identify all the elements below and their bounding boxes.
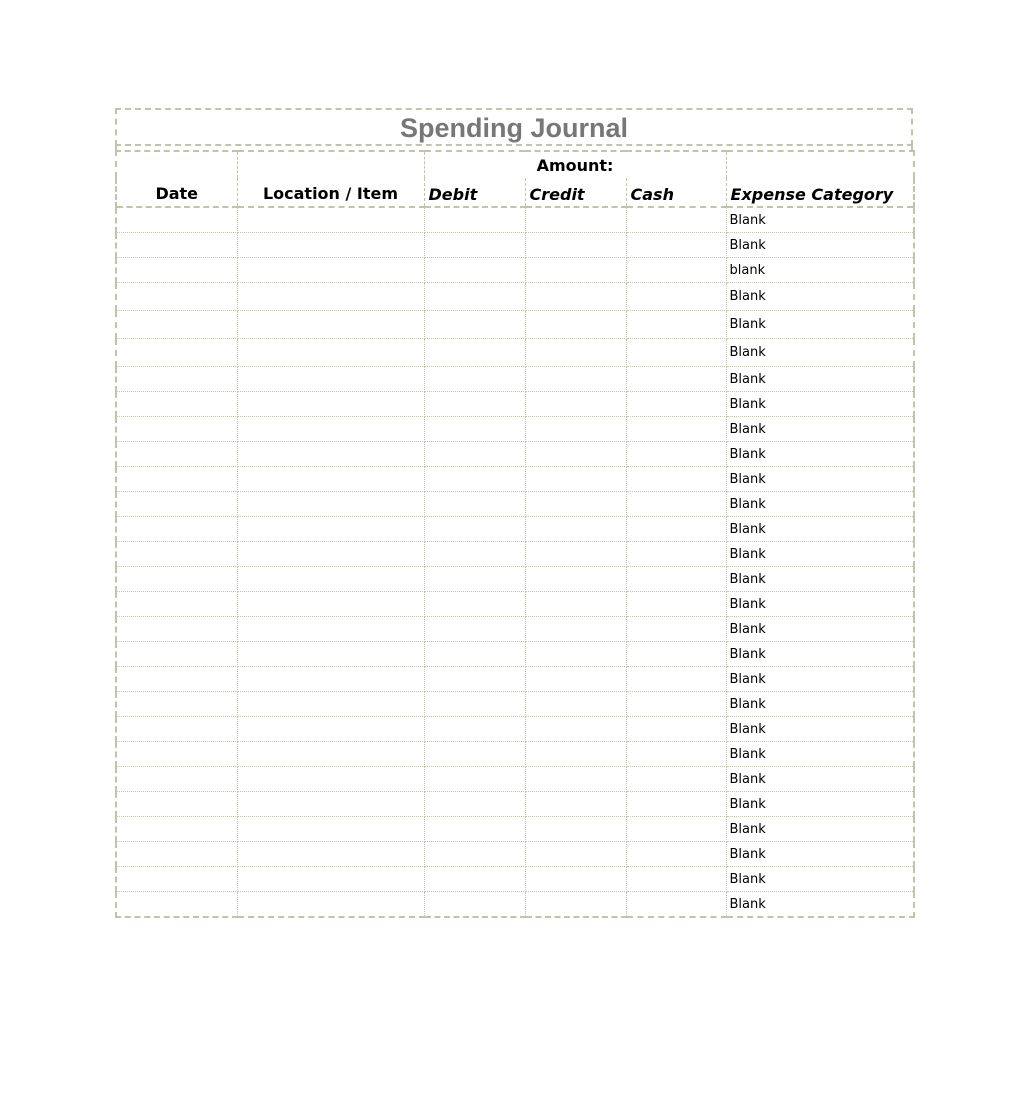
table-row [116,792,914,817]
credit-cell[interactable] [525,867,626,892]
credit-cell[interactable] [525,592,626,617]
credit-cell[interactable] [525,792,626,817]
journal-rows [116,207,914,917]
table-row [116,392,914,417]
expense-category-cell[interactable]: Blank [726,517,914,542]
expense-category-cell[interactable]: Blank [726,617,914,642]
location-item-cell[interactable] [237,767,424,792]
table-row [116,233,914,258]
date-cell[interactable] [116,742,237,767]
spending-journal-sheet [115,108,913,918]
table-row [116,767,914,792]
table-row [116,567,914,592]
table-row [116,442,914,467]
cash-cell[interactable] [626,467,726,492]
debit-cell[interactable] [424,667,525,692]
location-item-cell[interactable] [237,792,424,817]
location-item-cell[interactable] [237,417,424,442]
column-header-amount: Amount: [424,151,726,178]
date-cell[interactable] [116,867,237,892]
credit-cell[interactable] [525,442,626,467]
expense-category-cell[interactable]: Blank [726,817,914,842]
cash-cell[interactable] [626,311,726,339]
cash-cell[interactable] [626,767,726,792]
expense-category-cell[interactable]: Blank [726,742,914,767]
page-title: Spending Journal [399,113,628,143]
date-cell[interactable] [116,892,237,918]
location-item-cell[interactable] [237,442,424,467]
expense-category-cell[interactable]: Blank [726,417,914,442]
table-row [116,617,914,642]
date-cell[interactable] [116,339,237,367]
debit-cell[interactable] [424,467,525,492]
debit-cell[interactable] [424,617,525,642]
date-cell[interactable] [116,442,237,467]
debit-cell[interactable] [424,442,525,467]
date-cell[interactable] [116,417,237,442]
location-item-cell[interactable] [237,367,424,392]
column-header-cash: Cash [626,178,726,207]
debit-cell[interactable] [424,233,525,258]
date-cell[interactable] [116,258,237,283]
expense-category-cell[interactable]: Blank [726,311,914,339]
table-row [116,667,914,692]
location-item-cell[interactable] [237,392,424,417]
date-cell[interactable] [116,233,237,258]
journal-table [115,150,915,918]
table-row [116,592,914,617]
table-row [116,692,914,717]
cash-cell[interactable] [626,642,726,667]
expense-category-cell[interactable]: Blank [726,692,914,717]
column-header-credit: Credit [525,178,626,207]
column-header-date: Date [116,151,237,207]
expense-category-cell[interactable]: Blank [726,207,914,233]
expense-category-cell[interactable]: Blank [726,892,914,918]
debit-cell[interactable] [424,692,525,717]
date-cell[interactable] [116,667,237,692]
credit-cell[interactable] [525,367,626,392]
date-cell[interactable] [116,311,237,339]
debit-cell[interactable] [424,742,525,767]
table-row [116,283,914,311]
expense-category-cell[interactable]: Blank [726,492,914,517]
date-cell[interactable] [116,592,237,617]
date-cell[interactable] [116,392,237,417]
debit-cell[interactable] [424,367,525,392]
credit-cell[interactable] [525,339,626,367]
date-cell[interactable] [116,283,237,311]
cash-cell[interactable] [626,692,726,717]
debit-cell[interactable] [424,792,525,817]
cash-cell[interactable] [626,207,726,233]
expense-category-cell[interactable]: Blank [726,442,914,467]
cash-cell[interactable] [626,517,726,542]
location-item-cell[interactable] [237,842,424,867]
debit-cell[interactable] [424,892,525,918]
cash-cell[interactable] [626,233,726,258]
cash-cell[interactable] [626,567,726,592]
debit-cell[interactable] [424,567,525,592]
table-row [116,817,914,842]
debit-cell[interactable] [424,717,525,742]
credit-cell[interactable] [525,258,626,283]
cash-cell[interactable] [626,667,726,692]
expense-category-cell[interactable]: Blank [726,792,914,817]
expense-category-cell[interactable]: Blank [726,233,914,258]
debit-cell[interactable] [424,542,525,567]
table-row [116,642,914,667]
expense-category-cell[interactable]: Blank [726,767,914,792]
table-row [116,542,914,567]
credit-cell[interactable] [525,283,626,311]
date-cell[interactable] [116,467,237,492]
table-row [116,842,914,867]
date-cell[interactable] [116,542,237,567]
credit-cell[interactable] [525,233,626,258]
expense-category-cell[interactable]: Blank [726,592,914,617]
date-cell[interactable] [116,767,237,792]
expense-category-cell[interactable]: Blank [726,339,914,367]
debit-cell[interactable] [424,867,525,892]
date-cell[interactable] [116,642,237,667]
location-item-cell[interactable] [237,283,424,311]
cash-cell[interactable] [626,542,726,567]
location-item-cell[interactable] [237,617,424,642]
expense-category-cell[interactable]: Blank [726,467,914,492]
location-item-cell[interactable] [237,542,424,567]
credit-cell[interactable] [525,717,626,742]
table-row [116,311,914,339]
location-item-cell[interactable] [237,207,424,233]
date-cell[interactable] [116,842,237,867]
debit-cell[interactable] [424,258,525,283]
expense-category-cell[interactable]: Blank [726,642,914,667]
credit-cell[interactable] [525,492,626,517]
debit-cell[interactable] [424,283,525,311]
header-row-top [116,151,914,178]
location-item-cell[interactable] [237,742,424,767]
credit-cell[interactable] [525,311,626,339]
cash-cell[interactable] [626,742,726,767]
debit-cell[interactable] [424,592,525,617]
cash-cell[interactable] [626,617,726,642]
expense-category-cell[interactable]: Blank [726,392,914,417]
credit-cell[interactable] [525,567,626,592]
location-item-cell[interactable] [237,717,424,742]
cash-cell[interactable] [626,283,726,311]
date-cell[interactable] [116,617,237,642]
credit-cell[interactable] [525,692,626,717]
cash-cell[interactable] [626,367,726,392]
table-row [116,867,914,892]
date-cell[interactable] [116,517,237,542]
debit-cell[interactable] [424,642,525,667]
credit-cell[interactable] [525,467,626,492]
column-header-debit: Debit [424,178,525,207]
credit-cell[interactable] [525,417,626,442]
credit-cell[interactable] [525,617,626,642]
date-cell[interactable] [116,492,237,517]
credit-cell[interactable] [525,767,626,792]
cash-cell[interactable] [626,842,726,867]
cash-cell[interactable] [626,417,726,442]
expense-category-cell[interactable]: blank [726,258,914,283]
debit-cell[interactable] [424,842,525,867]
table-row [116,258,914,283]
expense-category-cell[interactable]: Blank [726,567,914,592]
date-cell[interactable] [116,692,237,717]
table-row [116,207,914,233]
location-item-cell[interactable] [237,233,424,258]
debit-cell[interactable] [424,817,525,842]
cash-cell[interactable] [626,258,726,283]
table-row [116,892,914,918]
column-header-expense-category: Expense Category [726,151,914,207]
expense-category-cell[interactable]: Blank [726,842,914,867]
location-item-cell[interactable] [237,892,424,918]
location-item-cell[interactable] [237,258,424,283]
credit-cell[interactable] [525,892,626,918]
cash-cell[interactable] [626,492,726,517]
credit-cell[interactable] [525,207,626,233]
cash-cell[interactable] [626,817,726,842]
location-item-cell[interactable] [237,667,424,692]
cash-cell[interactable] [626,392,726,417]
expense-category-cell[interactable]: Blank [726,867,914,892]
table-row [116,492,914,517]
credit-cell[interactable] [525,392,626,417]
credit-cell[interactable] [525,817,626,842]
debit-cell[interactable] [424,311,525,339]
location-item-cell[interactable] [237,311,424,339]
debit-cell[interactable] [424,492,525,517]
location-item-cell[interactable] [237,692,424,717]
location-item-cell[interactable] [237,592,424,617]
date-cell[interactable] [116,367,237,392]
cash-cell[interactable] [626,339,726,367]
cash-cell[interactable] [626,892,726,918]
date-cell[interactable] [116,792,237,817]
debit-cell[interactable] [424,339,525,367]
debit-cell[interactable] [424,207,525,233]
cash-cell[interactable] [626,442,726,467]
credit-cell[interactable] [525,667,626,692]
location-item-cell[interactable] [237,339,424,367]
column-header-location-item: Location / Item [237,151,424,207]
cash-cell[interactable] [626,867,726,892]
credit-cell[interactable] [525,842,626,867]
table-row [116,717,914,742]
cash-cell[interactable] [626,792,726,817]
location-item-cell[interactable] [237,867,424,892]
table-row [116,467,914,492]
credit-cell[interactable] [525,742,626,767]
table-row [116,339,914,367]
debit-cell[interactable] [424,517,525,542]
expense-category-cell[interactable]: Blank [726,283,914,311]
location-item-cell[interactable] [237,517,424,542]
table-row [116,367,914,392]
cash-cell[interactable] [626,717,726,742]
credit-cell[interactable] [525,517,626,542]
cash-cell[interactable] [626,592,726,617]
expense-category-cell[interactable]: Blank [726,542,914,567]
date-cell[interactable] [116,567,237,592]
expense-category-cell[interactable]: Blank [726,367,914,392]
location-item-cell[interactable] [237,642,424,667]
location-item-cell[interactable] [237,567,424,592]
location-item-cell[interactable] [237,817,424,842]
credit-cell[interactable] [525,542,626,567]
credit-cell[interactable] [525,642,626,667]
expense-category-cell[interactable]: Blank [726,717,914,742]
debit-cell[interactable] [424,392,525,417]
title-box [115,108,913,146]
date-cell[interactable] [116,717,237,742]
date-cell[interactable] [116,207,237,233]
table-row [116,517,914,542]
table-row [116,417,914,442]
table-row [116,742,914,767]
debit-cell[interactable] [424,417,525,442]
location-item-cell[interactable] [237,492,424,517]
debit-cell[interactable] [424,767,525,792]
expense-category-cell[interactable]: Blank [726,667,914,692]
location-item-cell[interactable] [237,467,424,492]
date-cell[interactable] [116,817,237,842]
